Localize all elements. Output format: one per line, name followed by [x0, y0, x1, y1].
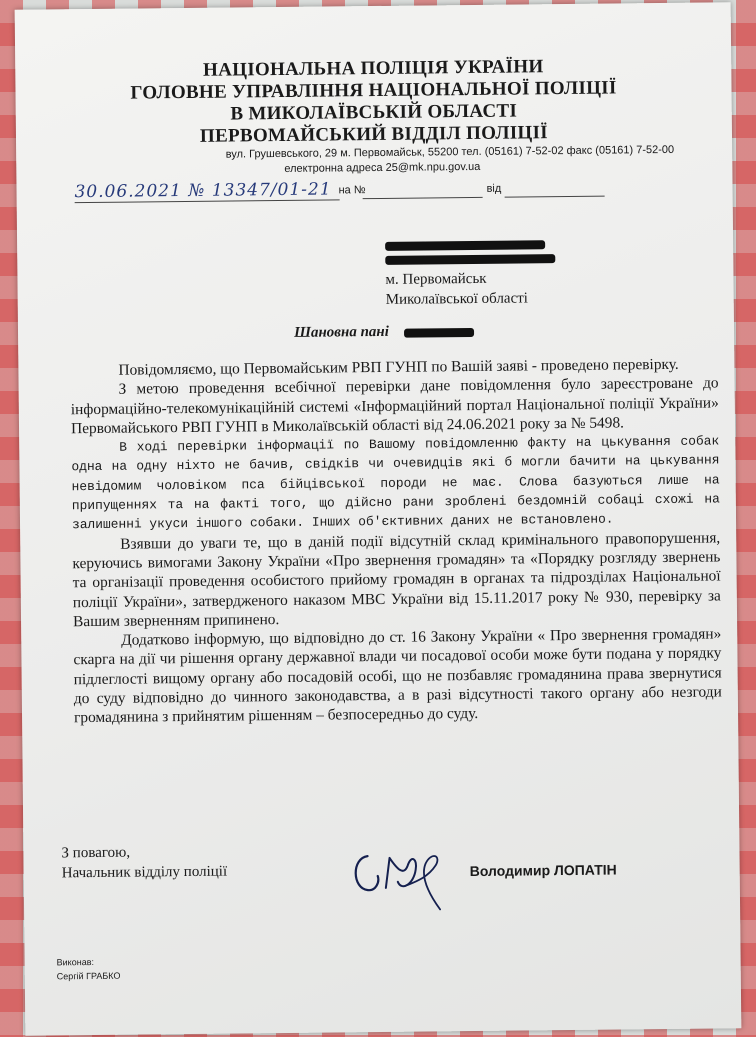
body-paragraph-4: Взявши до уваги те, що в даній події відсутній склад кримінального правопорушення, керуючись вимогами Закону України «Про звернення громадян» та «Порядку розгляду звернень та організації проведення особистого прийому громадян в органах та підрозділах Національної поліції України», затвердженого наказом МВС України від 15.11.2017 року № 930, перевірку за Вашим зверненням припинено. — [72, 529, 721, 631]
body-paragraph-2: З метою проведення всебічної перевірки дане повідомлення було зареєстроване до інформаційно-телекомунікаційній системі «Інформаційний портал Національної поліції України» Первомайського РВП ГУНП в Миколаївській області від 24.06.2021 року за № 5498. — [70, 374, 719, 438]
date-number-line — [74, 179, 339, 203]
handwritten-signature — [345, 835, 446, 916]
executor-name: Сергій ГРАБКО — [56, 970, 121, 982]
letter-sheet — [15, 2, 742, 1035]
header-line-4: ПЕРВОМАЙСЬКИЙ ВІДДІЛ ПОЛІЦІЇ — [199, 122, 549, 147]
header-line-1: НАЦІОНАЛЬНА ПОЛІЦІЯ УКРАЇНИ — [202, 56, 544, 81]
redacted-name — [404, 328, 474, 338]
recipient-region: Миколаївської області — [385, 290, 529, 308]
header-email: електронна адреса 25@mk.npu.gov.ua — [284, 160, 481, 175]
body-paragraph-3: В ході перевірки інформації по Вашому повідомленню факту на цькування собак одна на одну ніхто не бачив, свідків чи очевидців які б могли бачити на цькування невідомим чоловіком пса бійцівської породи не має. Слова базуються лише на припущеннях та на факті того, що дійсно рани зроблені бездомній собаці схожі на залишенні укуси іншого собаки. Інших об'єктивних даних не встановлено. — [71, 433, 720, 533]
on-number-line — [363, 197, 483, 199]
header-address: вул. Грушевського, 29 м. Первомайськ, 55200 тел. (05161) 7-52-02 факс (05161) 7-52-00 — [225, 143, 675, 161]
from-line — [505, 196, 605, 198]
body-paragraph-5: Додатково інформую, що відповідно до ст. 16 Закону України « Про звернення громадян» скарга на дії чи рішення органу державної влади чи посадової особи може бути подана у порядку підлеглості вищому органу або посадовій особі, що не позбавляє громадянина права звернутися до суду відповідно до чинного законодавства, а в разі відсутності такого органу або незгоди громадянина з прийнятим рішенням – безпосередньо до суду. — [73, 625, 722, 727]
from-label: від — [486, 182, 502, 195]
body-paragraph-1: Повідомляємо, що Первомайським РВП ГУНП по Вашій заяві - проведено перевірку. — [118, 355, 679, 379]
closing-regards: З повагою, — [61, 844, 131, 862]
recipient-city: м. Первомайськ — [385, 270, 487, 288]
letter-body — [70, 354, 722, 727]
redacted-recipient-line-2 — [385, 254, 555, 265]
executor-label: Виконав: — [56, 956, 95, 968]
salutation: Шановна пані — [293, 323, 389, 341]
on-number-label: на № — [338, 184, 366, 197]
redacted-recipient-line-1 — [385, 240, 545, 251]
signatory-name: Володимир ЛОПАТІН — [469, 861, 617, 880]
signatory-position: Начальник відділу поліції — [61, 863, 228, 882]
handwritten-reference: 30.06.2021 № 13347/01-21 — [74, 179, 332, 203]
header-line-2: ГОЛОВНЕ УПРАВЛІННЯ НАЦІОНАЛЬНОЇ ПОЛІЦІЇ — [130, 77, 617, 104]
header-line-3: В МИКОЛАЇВСЬКІЙ ОБЛАСТІ — [230, 100, 518, 125]
